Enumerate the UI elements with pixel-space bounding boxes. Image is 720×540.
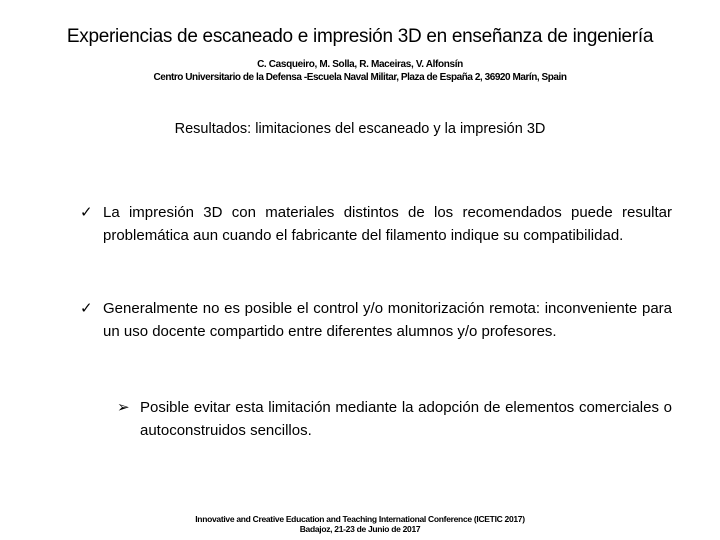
bullet-item-2 (80, 298, 672, 343)
sub-bullet-item (117, 397, 672, 442)
affiliation-line: Centro Universitario de la Defensa -Escuela Naval Militar, Plaza de España 2, 36920 Marín, Spain (153, 72, 567, 83)
checkmark-icon: ✓ (80, 300, 93, 317)
slide-title: Experiencias de escaneado e impresión 3D en enseñanza de ingeniería (66, 26, 654, 47)
bullet-text: La impresión 3D con materiales distintos de los recomendados puede resultar problemática aun cuando el fabricante del filamento indique su compatibilidad. (103, 204, 672, 244)
footer-conference: Innovative and Creative Education and Teaching International Conference (ICETIC 2017) (195, 514, 525, 524)
bullet-item-1 (80, 202, 672, 247)
checkmark-icon: ✓ (80, 204, 93, 221)
section-heading: Resultados: limitaciones del escaneado y la impresión 3D (174, 121, 546, 137)
arrowhead-icon: ➢ (117, 399, 130, 416)
footer (0, 514, 720, 534)
bullet-text: Generalmente no es posible el control y/o monitorización remota: inconveniente para un uso docente compartido entre diferentes alumnos y/o profesores. (103, 300, 672, 340)
authors-line: C. Casqueiro, M. Solla, R. Maceiras, V. Alfonsín (257, 59, 463, 70)
sub-bullet-text: Posible evitar esta limitación mediante la adopción de elementos comerciales o autoconstruidos sencillos. (140, 399, 672, 439)
footer-location-date: Badajoz, 21-23 de Junio de 2017 (299, 524, 421, 534)
